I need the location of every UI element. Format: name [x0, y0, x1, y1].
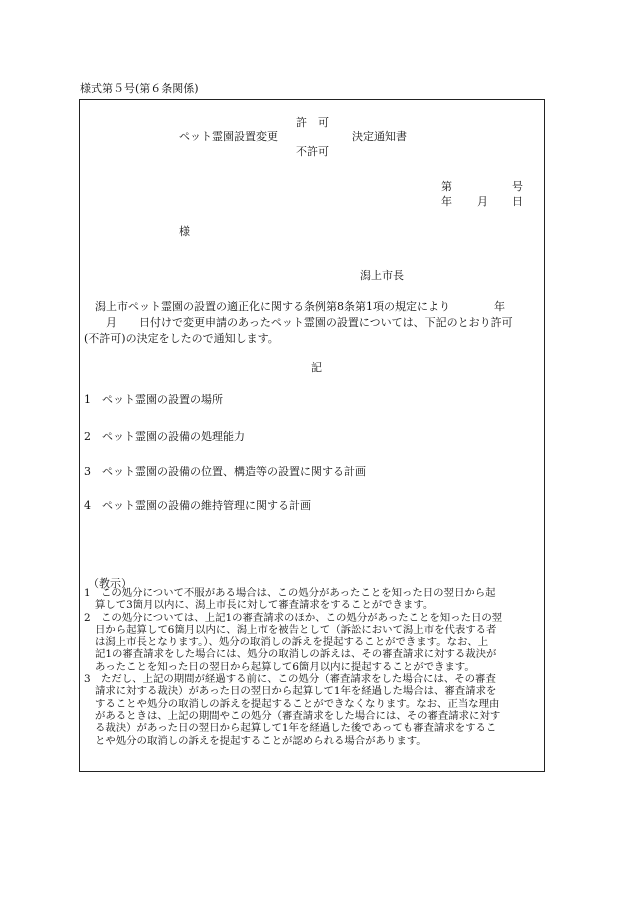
instructions-heading: （教示） — [88, 577, 132, 590]
instruction-line: 記1の審査請求をした場合には、処分の取消しの訴えは、その審査請求に対する裁決が — [95, 648, 497, 661]
date-day: 日 — [512, 195, 523, 208]
instruction-line: 1 この処分について不服がある場合は、この処分があったことを知った日の翌日から起 — [84, 587, 496, 599]
body-line: 潟上市ペット霊園の設置の適正化に関する条例第8条第1項の規定により 年 — [84, 300, 505, 313]
title-suffix: 決定通知書 — [352, 130, 407, 143]
record-heading: 記 — [311, 361, 322, 374]
title-option-deny: 不許可 — [296, 145, 329, 158]
instruction-line: があるときは、上記の期間やこの処分（審査請求をした場合には、その審査請求に対す — [95, 709, 501, 722]
instruction-line: は潟上市長となります。）、処分の取消しの訴えを提起することができます。なお、上 — [95, 636, 489, 649]
notice-body — [84, 299, 544, 347]
form-number: 様式第５号(第６条関係) — [80, 82, 199, 95]
instruction-line: とや処分の取消しの訴えを提起することが認められる場合があります。 — [95, 734, 427, 747]
item-maintenance-plan: 4 ペット霊園の設備の維持管理に関する計画 — [84, 499, 311, 512]
doc-number-suffix: 号 — [512, 180, 523, 193]
title-main: ペット霊園設置変更 — [179, 130, 278, 143]
instruction-line: 3 ただし、上記の期間が経過する前に、この処分（審査請求をした場合には、その審査 — [84, 673, 496, 686]
instruction-line: あったことを知った日の翌日から起算して6箇月以内に提起することができます。 — [95, 660, 475, 673]
instruction-line: 請求に対する裁決）があった日の翌日から起算して1年を経過した場合は、審査請求を — [95, 685, 497, 698]
instruction-line: 日から起算して6箇月以内に、潟上市を被告として（訴訟において潟上市を代表する者 — [95, 623, 497, 636]
title-option-permit: 許 可 — [296, 116, 329, 129]
item-capacity: 2 ペット霊園の設備の処理能力 — [84, 430, 245, 443]
body-line: (不許可)の決定をしたので通知します。 — [84, 332, 279, 345]
date-year: 年 — [441, 195, 452, 208]
instruction-line: る裁決）があった日の翌日から起算して1年を経過した後であっても審査請求をするこ — [95, 722, 497, 735]
instruction-line: 算して3箇月以内に、潟上市長に対して審査請求をすることができます。 — [95, 599, 434, 612]
addressee-suffix: 様 — [179, 225, 190, 238]
instructions — [84, 587, 542, 747]
item-structure-plan: 3 ペット霊園の設備の位置、構造等の設置に関する計画 — [84, 465, 366, 478]
item-location: 1 ペット霊園の設置の場所 — [84, 393, 223, 406]
instruction-line: 2 この処分については、上記1の審査請求のほか、この処分があったことを知った日の翌 — [84, 611, 503, 624]
body-line: 月 日付けで変更申請のあったペット霊園の設置については、下記のとおり許可 — [84, 316, 513, 329]
date-month: 月 — [477, 195, 488, 208]
issuer: 潟上市長 — [360, 269, 404, 282]
doc-number-prefix: 第 — [441, 180, 452, 193]
instruction-line: することや処分の取消しの訴えを提起することができなくなります。なお、正当な理由 — [95, 697, 500, 710]
